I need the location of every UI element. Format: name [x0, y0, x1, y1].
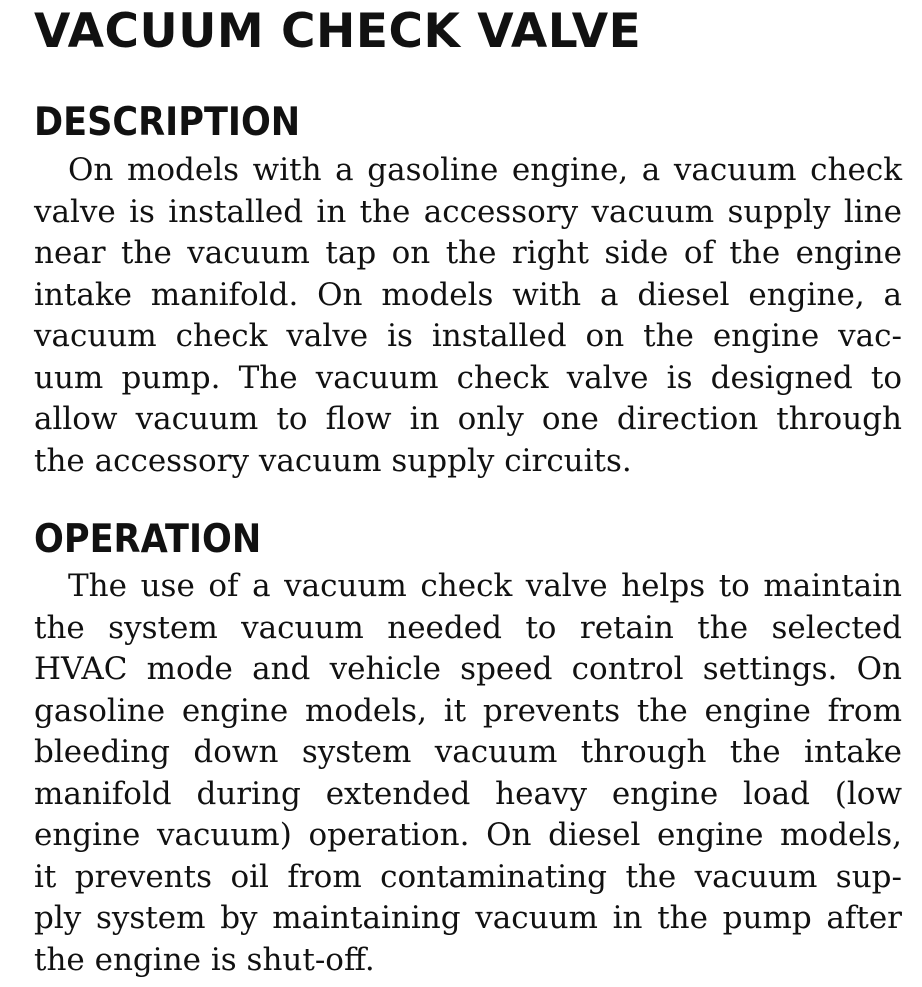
paragraph-line: the accessory vacuum supply circuits.: [34, 442, 632, 479]
paragraph-line: valve is installed in the accessory vacuum supply line: [34, 193, 902, 230]
paragraph-line: it prevents oil from contaminating the vacuum sup-: [34, 858, 902, 895]
description-paragraph: [34, 150, 902, 482]
paragraph-line: manifold during extended heavy engine load (low: [34, 775, 902, 812]
paragraph-line: The use of a vacuum check valve helps to maintain: [68, 568, 902, 604]
section-heading-operation: OPERATION: [34, 517, 262, 562]
paragraph-line: engine vacuum) operation. On diesel engine models,: [34, 817, 902, 853]
section-heading-description: DESCRIPTION: [34, 100, 301, 145]
paragraph-line: ply system by maintaining vacuum in the pump after: [34, 900, 902, 936]
paragraph-line: allow vacuum to flow in only one direction through: [34, 401, 902, 437]
paragraph-line: uum pump. The vacuum check valve is designed to: [34, 359, 902, 396]
operation-paragraph: [34, 566, 902, 981]
paragraph-line: vacuum check valve is installed on the engine vac-: [34, 318, 902, 354]
paragraph-line: On models with a gasoline engine, a vacuum check: [68, 152, 902, 188]
paragraph-line: gasoline engine models, it prevents the engine from: [34, 692, 902, 729]
paragraph-line: the engine is shut-off.: [34, 941, 375, 978]
paragraph-line: near the vacuum tap on the right side of the engine: [34, 235, 902, 271]
paragraph-line: bleeding down system vacuum through the intake: [34, 734, 902, 770]
page-title: VACUUM CHECK VALVE: [34, 4, 642, 59]
paragraph-line: the system vacuum needed to retain the selected: [34, 609, 902, 646]
paragraph-line: HVAC mode and vehicle speed control settings. On: [34, 651, 902, 687]
paragraph-line: intake manifold. On models with a diesel engine, a: [34, 276, 902, 313]
